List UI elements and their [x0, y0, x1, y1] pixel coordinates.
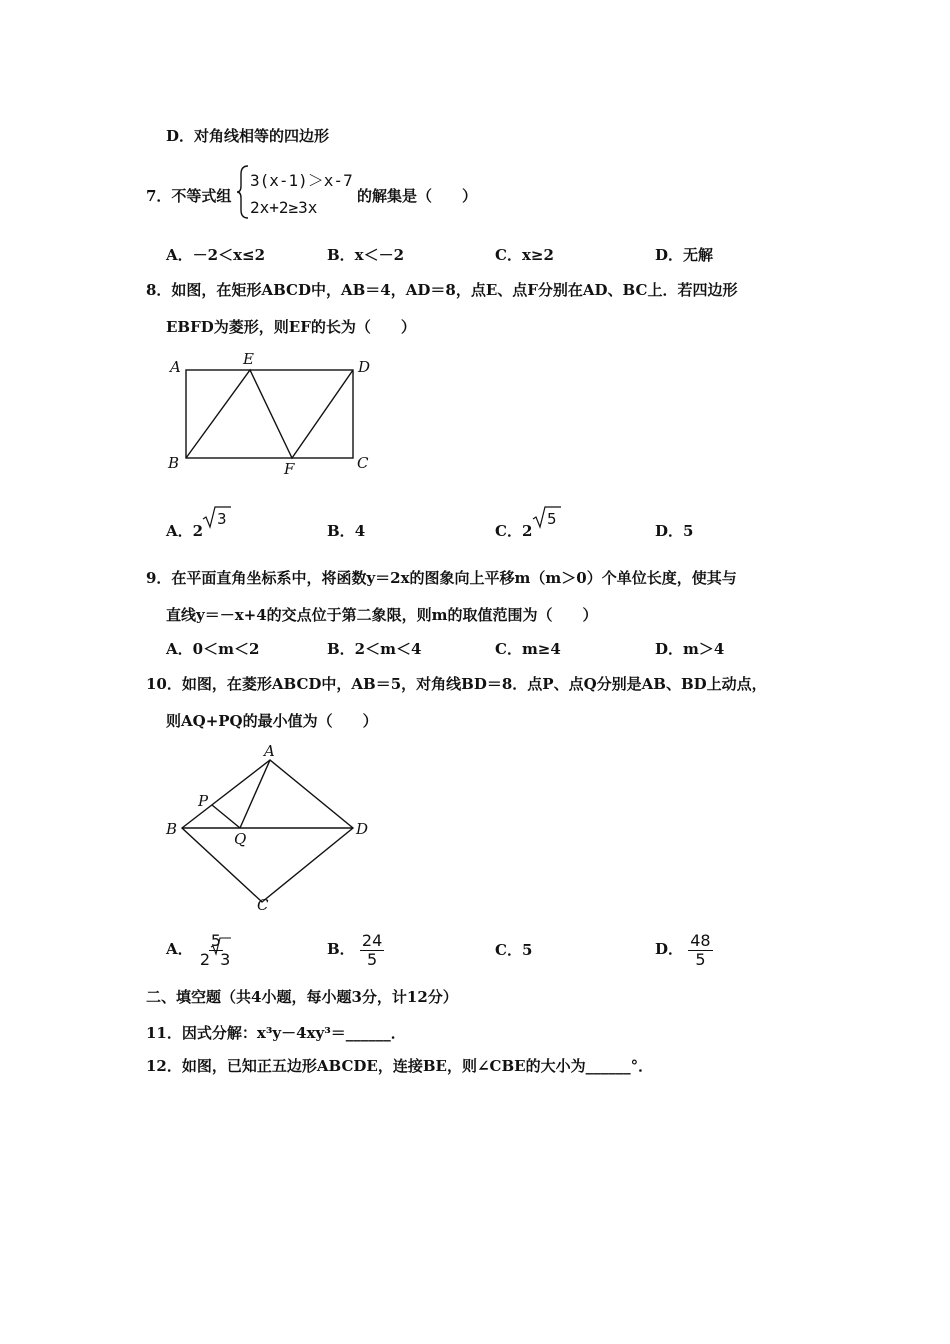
section-2-heading: 二、填空题（共4小题，每小题3分，计12分） — [146, 988, 458, 1006]
q8-option-a: A．2 — [166, 522, 204, 540]
q10-option-c: C．5 — [495, 941, 533, 959]
q8-option-c-radicand: 5 — [547, 510, 557, 528]
q8-option-c-sqrt — [532, 505, 562, 529]
q10-line-1: 10．如图，在菱形ABCD中，AB＝5，对角线BD＝8．点P、点Q分别是AB、BD上动点， — [146, 675, 767, 693]
q10-label-d: D — [356, 820, 369, 838]
q9-line-1: 9．在平面直角坐标系中，将函数y＝2x的图象向上平移m（m＞0）个单位长度，使其与 — [146, 569, 737, 587]
q8-option-c: C．2 — [495, 522, 533, 540]
q10-rhombus-figure — [160, 740, 380, 915]
q9-option-d: D．m＞4 — [655, 640, 725, 658]
q8-line-1: 8．如图，在矩形ABCD中，AB＝4，AD＝8，点E、点F分别在AD、BC上．若四边形 — [146, 281, 738, 299]
q7-option-c: C．x≥2 — [495, 246, 554, 264]
q7-brace — [236, 164, 250, 220]
q12-text: 12．如图，已知正五边形ABCDE，连接BE，则∠CBE的大小为______°． — [146, 1057, 654, 1075]
q7-option-d: D．无解 — [655, 246, 714, 264]
q8-option-b: B．4 — [327, 522, 366, 540]
q10-option-b: B． $\frac{24}{5}$ — [327, 930, 383, 969]
q8-label-f: F — [284, 460, 295, 478]
q10-label-a: A — [264, 742, 275, 760]
q8-label-b: B — [168, 454, 180, 472]
q6-option-d: D．对角线相等的四边形 — [166, 127, 330, 145]
q10-label-b: B — [166, 820, 178, 838]
q11-text: 11．因式分解：x³y－4xy³＝______． — [146, 1024, 406, 1042]
q10-option-a: A． 5 2 3 — [166, 926, 234, 972]
q10-label-q: Q — [234, 830, 247, 848]
q10-label-p: P — [198, 792, 209, 810]
q8-option-a-radicand: 3 — [217, 510, 227, 528]
q8-label-a: A — [170, 358, 181, 376]
q7-inequality-2: 2x+2≥3x — [250, 198, 318, 217]
q9-option-a: A．0＜m＜2 — [166, 640, 260, 658]
q10-label-c: C — [257, 896, 269, 914]
q10-option-d-fraction: $\frac{48}{5}$ — [690, 930, 711, 969]
q10-option-a-fraction: 5 2 3 — [199, 930, 231, 969]
q8-line-2: EBFD为菱形，则EF的长为（ ） — [166, 318, 416, 336]
q8-label-c: C — [357, 454, 369, 472]
q8-option-d: D．5 — [655, 522, 694, 540]
q9-option-b: B．2＜m＜4 — [327, 640, 422, 658]
q10-option-d: D． $\frac{48}{5}$ — [655, 930, 711, 969]
q8-label-e: E — [243, 350, 254, 368]
q7-option-b: B．x＜－2 — [327, 246, 405, 264]
q7-prefix: 7．不等式组 — [146, 187, 232, 205]
q10-line-2: 则AQ+PQ的最小值为（ ） — [166, 712, 378, 730]
q9-option-c: C．m≥4 — [495, 640, 561, 658]
q7-option-a: A．－2＜x≤2 — [166, 246, 266, 264]
q10-option-b-fraction: $\frac{24}{5}$ — [361, 930, 383, 969]
q9-line-2: 直线y＝－x+4的交点位于第二象限，则m的取值范围为（ ） — [166, 606, 598, 624]
q7-inequality-1: 3(x-1)＞x-7 — [250, 171, 353, 190]
q7-suffix: 的解集是（ ） — [357, 187, 478, 205]
q8-rectangle-figure — [160, 350, 390, 480]
q8-option-a-sqrt — [202, 505, 232, 529]
q8-label-d: D — [358, 358, 371, 376]
